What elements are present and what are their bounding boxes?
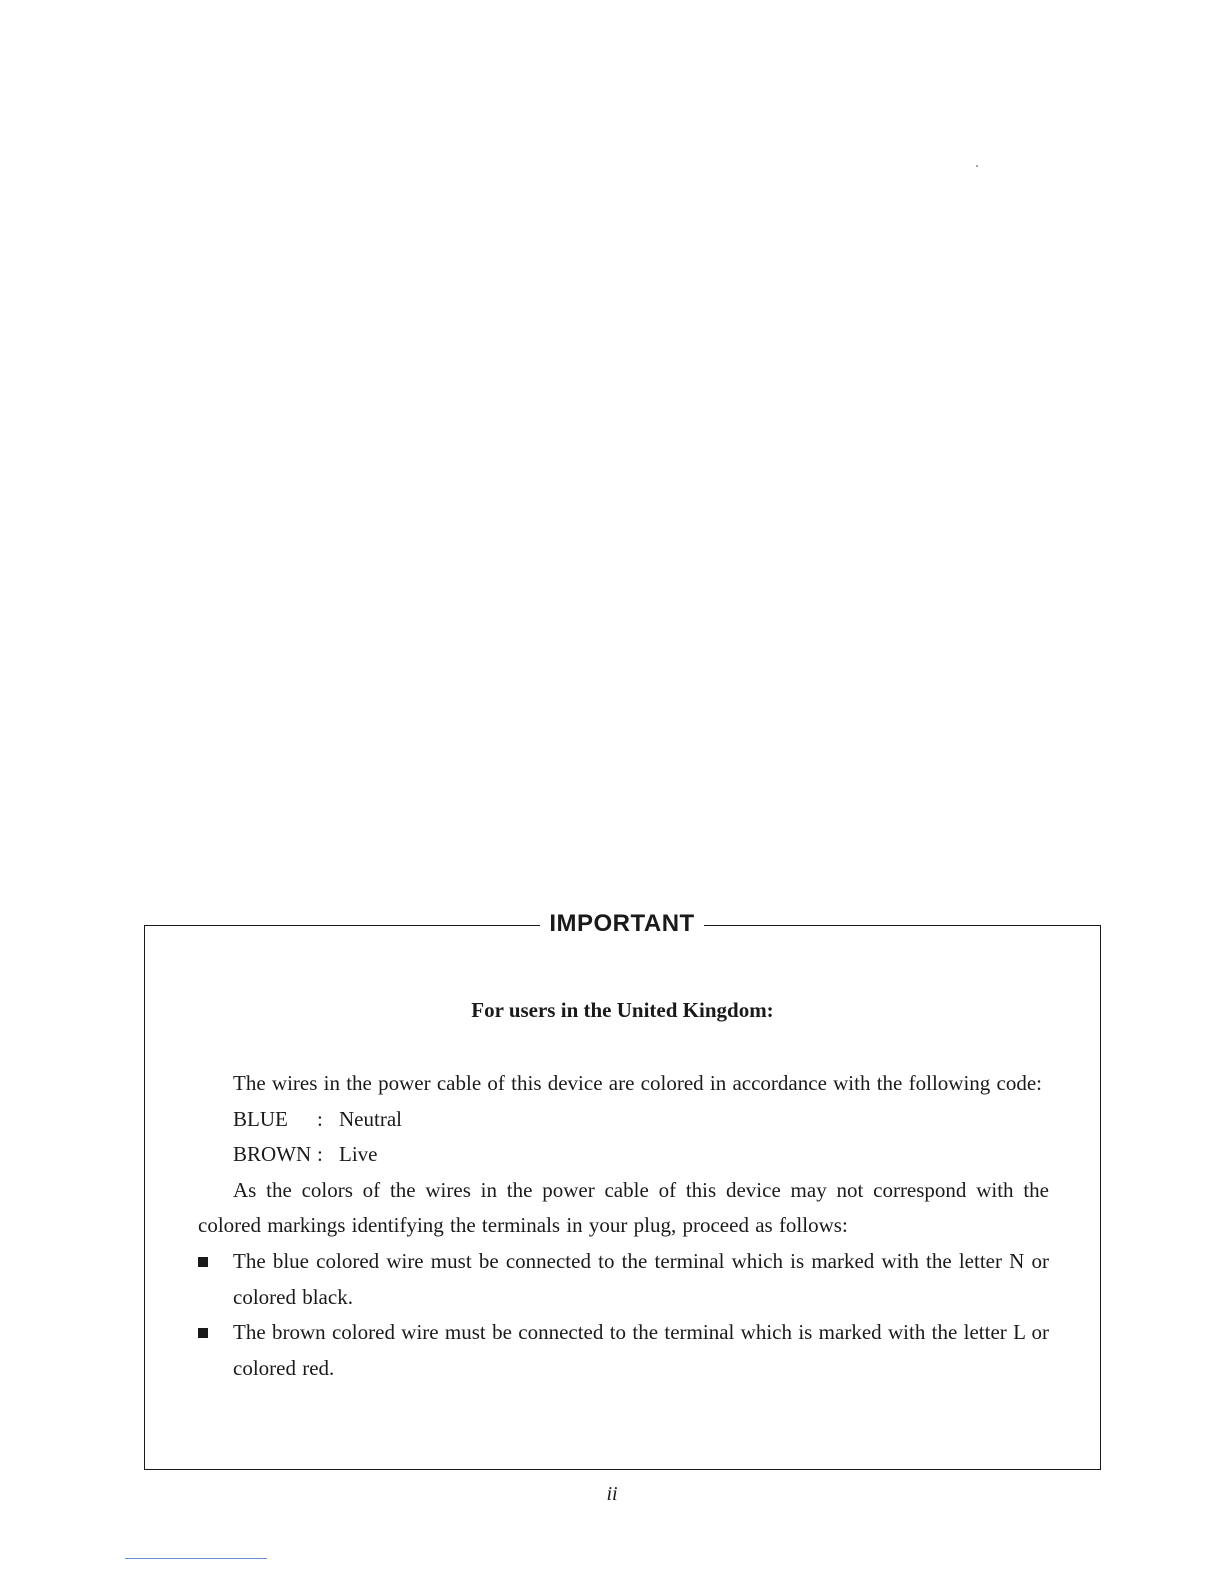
bullet-item-brown-wire bbox=[198, 1315, 1049, 1386]
square-bullet-icon bbox=[198, 1257, 208, 1267]
wire-meaning-label: Neutral bbox=[339, 1106, 402, 1131]
scan-speck bbox=[976, 165, 978, 167]
bullet-text: The blue colored wire must be connected to the terminal which is marked with the letter N or colored black. bbox=[233, 1248, 1049, 1309]
wire-code-brown bbox=[198, 1137, 1049, 1173]
notice-heading: IMPORTANT bbox=[540, 904, 704, 944]
wire-meaning-label: Live bbox=[339, 1142, 378, 1167]
page-number: ii bbox=[606, 1483, 618, 1505]
wire-code-separator: : bbox=[317, 1142, 323, 1167]
bullet-text: The brown colored wire must be connected to the terminal which is marked with the letter L or colored red. bbox=[233, 1320, 1049, 1380]
wire-code-separator: : bbox=[317, 1106, 323, 1131]
notice-body bbox=[198, 1066, 1049, 1386]
footer-rule bbox=[125, 1558, 267, 1559]
instruction-paragraph: As the colors of the wires in the power cable of this device may not correspond with the colored markings identifying the terminals in your plug, proceed as follows: bbox=[198, 1177, 1049, 1238]
square-bullet-icon bbox=[198, 1328, 208, 1338]
intro-paragraph: The wires in the power cable of this device are colored in accordance with the following code: bbox=[233, 1071, 1043, 1095]
wire-color-label: BLUE bbox=[233, 1106, 288, 1131]
bullet-item-blue-wire bbox=[198, 1244, 1049, 1315]
wire-color-label: BROWN bbox=[233, 1142, 312, 1167]
wire-code-blue bbox=[198, 1102, 1049, 1138]
notice-subheading: For users in the United Kingdom: bbox=[471, 998, 774, 1022]
